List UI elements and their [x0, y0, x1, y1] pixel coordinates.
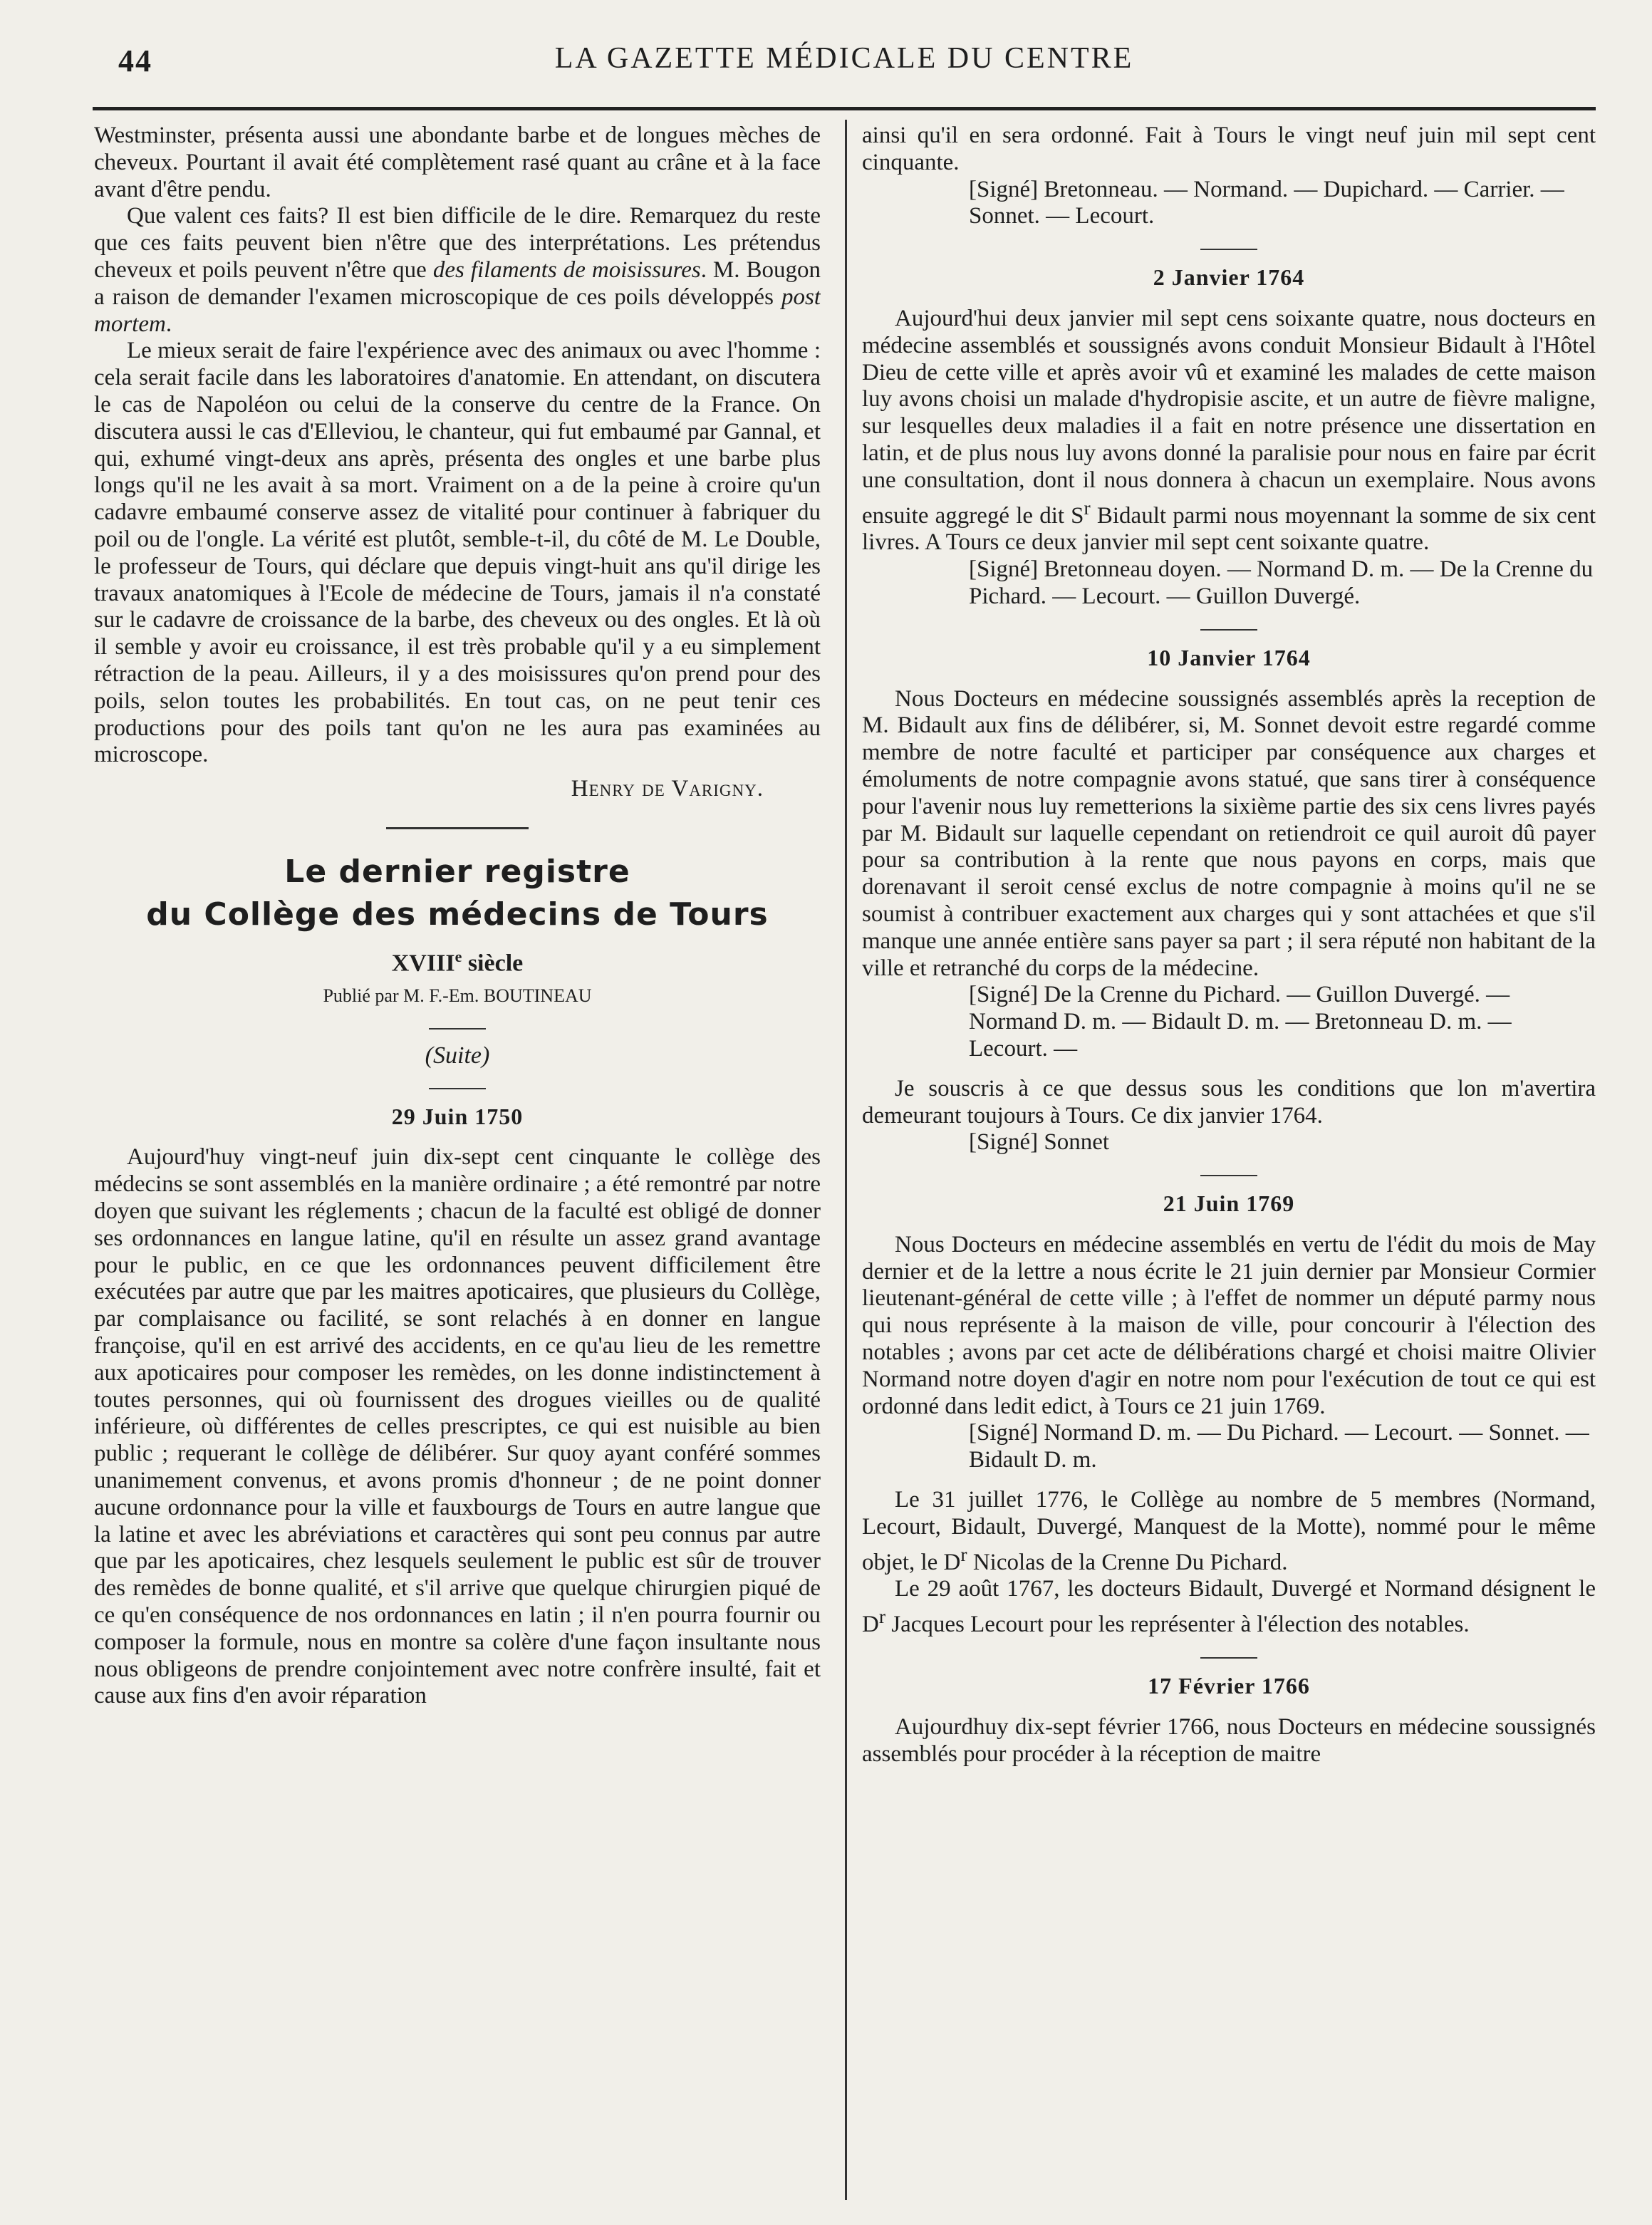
paragraph-31-juillet: Le 31 juillet 1776, le Collège au nombre de 5 membres (Normand, Lecourt, Bidault, Duvergé, Manquest de la Motte), nommé pour le même objet, le $D^r$ Nicolas de la Crenne Du Pichard. [862, 1487, 1596, 1575]
signature-1750: [Signé] Bretonneau. — Normand. — Dupichard. — Carrier. — Sonnet. — Lecourt. [969, 176, 1564, 229]
short-rule [1200, 1657, 1257, 1659]
paragraph-westminster: Westminster, présenta aussi une abondante barbe et de longues mèches de cheveux. Pourtant il avait été complètement rasé quant au crâne et à la face avant d'être pendu. [94, 123, 821, 202]
signature-sonnet: [Signé] Sonnet [969, 1129, 1110, 1156]
emphasis-filaments: des filaments de moisissures [432, 256, 701, 283]
article-publisher: Publié par M. F.-Em. BOUTINEAU [323, 985, 592, 1007]
left-column [94, 123, 821, 2203]
page-number: 44 [118, 43, 152, 78]
article-century: XVIIIe siècle [391, 947, 524, 977]
paragraph-2-janvier: Aujourd'hui deux janvier mil sept cens soixante quatre, nous docteurs en médecine assemblés et soussignés avons conduit Monsieur Bidault à l'Hôtel Dieu de cette ville et après avoir vû et examiné les malades de cette maison luy avons choisi un malade d'hydropisie ascite, et un autre de fièvre maligne, sur lesquelles deux maladies il a fait en notre présence une dissertation en latin, et de plus nous luy avons donné la paralisie pour nous en faire par écrit une consultation, dont il nous donnera à chacun un exemplaire. Nous avons ensuite aggregé le dit $S^r$ Bidault parmi nous moyennant la somme de six cent livres. A Tours ce deux janvier mil sept cent soixante quatre. [862, 305, 1596, 556]
paragraph-21-juin: Nous Docteurs en médecine assemblés en vertu de l'édit du mois de May dernier et de la lettre a nous écrite le 21 juin dernier par Monsieur Cormier lieutenant-général de cette ville ; à l'effet de nommer un député parmy nous qui nous représente à la maison de ville, pour concourir à l'élection des notables ; avons par cet acte de délibérations chargé et choisi maitre Olivier Normand notre doyen d'agir en notre nom pour l'exécution de tout ce qui est ordonné dans ledit edict, à Tours ce 21 juin 1769. [862, 1231, 1596, 1419]
signature-21-juin: [Signé] Normand D. m. — Du Pichard. — Lecourt. — Sonnet. — Bidault D. m. [969, 1420, 1589, 1473]
paragraph-1750: Aujourd'huy vingt-neuf juin dix-sept cent cinquante le collège des médecins se sont assemblés en la manière ordinaire ; a été remontré par notre doyen que suivant les réglements ; chacun de la faculté est obligé de donner ses ordonnances en langue latine, qu'il en résulte un assez grand avantage pour le public, en ce que les ordonnances peuvent difficilement être exécutées par autre que par les maitres apoticaires, que plusieurs du Collège, par complaisance ou facilité, se sont relachés à en donner en langue françoise, qu'il en est arrivé des accidents, en ce qu'au lieu de les remettre aux apoticaires pour composer les remèdes, on les donne indistinctement à toutes personnes, qui où fournissent des drogues vieilles ou de qualité inférieure, où différentes de celles prescriptes, ce qui est nuisible au bien public ; requerant le collège de délibérer. Sur quoy ayant conféré sommes unanimement convenus, et avons promis d'honneur ; de ne point donner aucune ordonnance pour la ville et fauxbourgs de Tours en autre langue que la latine et avec les abréviations et caractères qui sont peu connus par autre que par les apoticaires, chez lesquels seulement le public est sûr de trouver des remèdes de bonne qualité, et s'il arrive que quelque chirurgien piqué de ce qu'en conséquence de nos ordonnances en latin ; il n'en pourra fournir ou composer la formule, nous en montre sa colère d'une façon insultante nous nous obligeons de prendre conjointement avec notre confrère insulté, fait et cause aux fins d'en avoir réparation [94, 1144, 821, 1709]
date-heading-10-janvier-1764: 10 Janvier 1764 [1147, 644, 1311, 670]
article-title-line2: du Collège des médecins de Tours [146, 896, 769, 933]
page-header [93, 31, 1596, 88]
paragraph-je-souscris: Je souscris à ce que dessus sous les conditions que lon m'avertira demeurant toujours à Tours. Ce dix janvier 1764. [862, 1075, 1596, 1129]
short-rule [1200, 249, 1257, 250]
paragraph-le-mieux: Le mieux serait de faire l'expérience avec des animaux ou avec l'homme : cela serait facile dans les laboratoires d'anatomie. En attendant, on discutera le cas de Napoléon ou celui de la conserve du centre de la France. On discutera aussi le cas d'Elleviou, le chanteur, qui fut embaumé par Gannal, et qui, exhumé vingt-deux ans après, présenta des ongles et une barbe plus longs qu'il ne les avait à sa mort. Vraiment on a de la peine à croire qu'un cadavre embaumé conserve assez de vitalité pour continuer à fabriquer du poil ou de l'ongle. La vérité est plutôt, semble-t-il, du côté de M. Le Double, le professeur de Tours, qui déclare que depuis vingt-huit ans qu'il dirige les travaux anatomiques à l'Ecole de médecine de Tours, jamais il n'a constaté sur le cadavre de croissance de la barbe, des cheveux ou des ongles. Et là où il semble y avoir eu croissance, il est très probable qu'il y a eu simplement rétraction de la peau. Ailleurs, il y a des moisissures qu'on prend pour des poils, selon toutes les probabilités. En tout cas, on ne peut tenir ces productions pour des poils tant qu'on ne les aura pas examinées au microscope. [94, 338, 821, 768]
paragraph-10-janvier: Nous Docteurs en médecine soussignés assemblés après la reception de M. Bidault aux fins de délibérer, si, M. Sonnet devoit estre regardé comme membre de notre faculté et participer par conséquence aux charges et émoluments de notre compagnie avons statué, que sans tirer à conséquence pour l'avenir nous luy remetterions la sixième partie des six cens livres payés par M. Bidault sur laquelle cependant on retiendroit ce quil auroit dû payer pour sa contribution à la rente que nous payons en corps, mais que dorenavant il seroit censé exclus de notre compagnie à moins qu'il ne se soumist à contribuer exactement aux charges qui y sont attachées et que s'il manque une année entière sans payer sa part ; il sera réputé non habitant de la ville et retranché du corps de la médecine. [862, 685, 1596, 981]
section-rule [386, 827, 529, 829]
paragraph-29-aout: Le 29 août 1767, les docteurs Bidault, Duvergé et Normand désignent le $D^r$ Jacques Lecourt pour les représenter à l'élection des notables. [862, 1576, 1596, 1638]
short-rule [1200, 1175, 1257, 1176]
short-rule [1200, 629, 1257, 631]
date-heading-21-juin-1769: 21 Juin 1769 [1163, 1191, 1295, 1217]
date-heading-1750: 29 Juin 1750 [391, 1103, 524, 1129]
signature-10-janvier: [Signé] De la Crenne du Pichard. — Guillon Duvergé. — Normand D. m. — Bidault D. m. — Bretonneau D. m. — Lecourt. — [969, 982, 1512, 1062]
short-rule [429, 1088, 486, 1089]
date-heading-2-janvier-1764: 2 Janvier 1764 [1153, 264, 1305, 291]
paragraph-ainsi: ainsi qu'il en sera ordonné. Fait à Tours le vingt neuf juin mil sept cent cinquante. [862, 123, 1596, 175]
paragraph-que-valent: Que valent ces faits? Il est bien difficile de le dire. Remarquez du reste que ces faits peuvent bien n'être que des interprétations. Les prétendus cheveux et poils peuvent n'être que des filaments de moisissures. M. Bougon a raison de demander l'examen microscopique de ces poils développés post mortem. [94, 203, 821, 337]
article-suite: (Suite) [425, 1042, 490, 1069]
header-rule [93, 107, 1596, 110]
article-title-line1: Le dernier registre [284, 853, 630, 890]
emphasis-post-mortem: post mortem [94, 284, 821, 337]
short-rule [429, 1028, 486, 1029]
date-heading-17-fevrier-1766: 17 Février 1766 [1148, 1673, 1310, 1699]
column-divider [845, 120, 847, 2200]
right-column [862, 123, 1596, 2203]
signature-2-janvier: [Signé] Bretonneau doyen. — Normand D. m. — De la Crenne du Pichard. — Lecourt. — Guillon Duvergé. [969, 556, 1594, 609]
paragraph-17-fevrier: Aujourdhuy dix-sept février 1766, nous Docteurs en médecine soussignés assemblés pour procéder à la réception de maitre [862, 1713, 1596, 1767]
journal-title: LA GAZETTE MÉDICALE DU CENTRE [554, 42, 1134, 75]
author-signature: Henry de Varigny. [571, 776, 764, 802]
